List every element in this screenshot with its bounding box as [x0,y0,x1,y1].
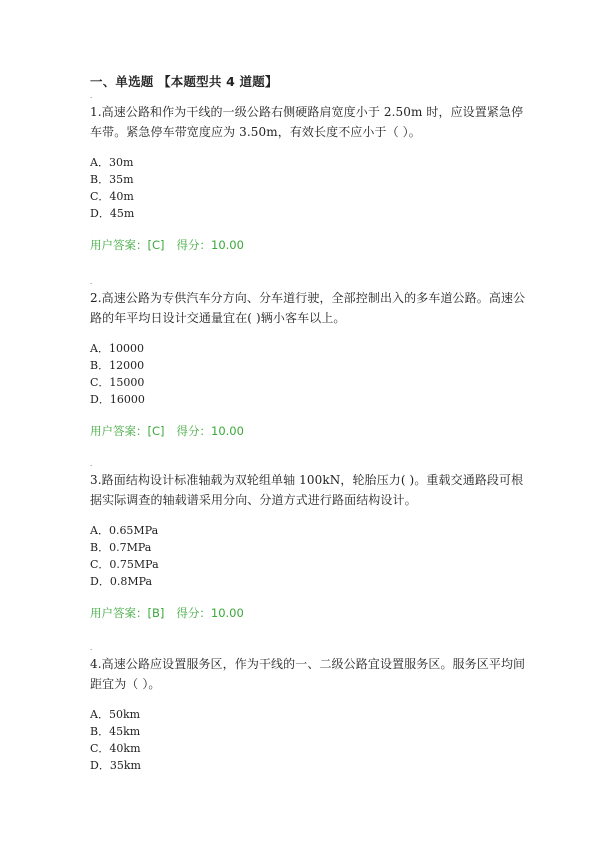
question-text: 2.高速公路为专供汽车分方向、分车道行驶，全部控制出入的多车道公路。高速公路的年平均日设计交通量宜在( )辆小客车以上。 [90,291,526,325]
option-b: B．45km [90,725,141,738]
option-a: A．30m [90,156,134,169]
option-a: A．10000 [90,342,144,355]
user-answer: 用户答案：[B] [90,606,165,620]
question-marker: . [90,92,93,100]
score: 得分：10.00 [176,606,244,620]
option-a: A．50km [90,708,141,721]
answer-line [90,605,530,622]
option-b: B．12000 [90,359,145,372]
question-4 [90,644,530,774]
question-marker: . [90,644,93,652]
options-list [90,154,530,222]
question-text: 4.高速公路应设置服务区，作为干线的一、二级公路宜设置服务区。服务区平均间距宜为（ ）。 [90,657,526,691]
option-b: B．0.7MPa [90,541,152,554]
option-d: D．35km [90,759,141,772]
question-text: 1.高速公路和作为干线的一级公路右侧硬路肩宽度小于 2.50m 时，应设置紧急停车带。紧急停车带宽度应为 3.50m，有效长度不应小于（ ）。 [90,105,524,139]
question-marker: . [90,278,93,286]
question-text: 3.路面结构设计标准轴载为双轮组单轴 100kN，轮胎压力( )。重载交通路段可根据实际调查的轴载谱采用分向、分道方式进行路面结构设计。 [90,473,524,507]
option-c: C．0.75MPa [90,558,159,571]
option-c: C．40m [90,190,134,203]
option-b: B．35m [90,173,134,186]
option-c: C．40km [90,742,141,755]
answer-line [90,423,530,440]
score: 得分：10.00 [176,238,244,252]
option-d: D．45m [90,207,135,220]
question-1 [90,92,530,254]
options-list [90,340,530,408]
score: 得分：10.00 [176,424,244,438]
option-d: D．16000 [90,393,145,406]
options-list [90,522,530,590]
question-2 [90,278,530,440]
options-list [90,706,530,774]
option-a: A．0.65MPa [90,524,159,537]
answer-line [90,237,530,254]
option-c: C．15000 [90,376,145,389]
question-3 [90,460,530,622]
question-marker: . [90,460,93,468]
section-title: 一、单选题 【本题型共 4 道题】 [90,74,278,89]
option-d: D．0.8MPa [90,575,153,588]
user-answer: 用户答案：[C] [90,424,165,438]
user-answer: 用户答案：[C] [90,238,165,252]
